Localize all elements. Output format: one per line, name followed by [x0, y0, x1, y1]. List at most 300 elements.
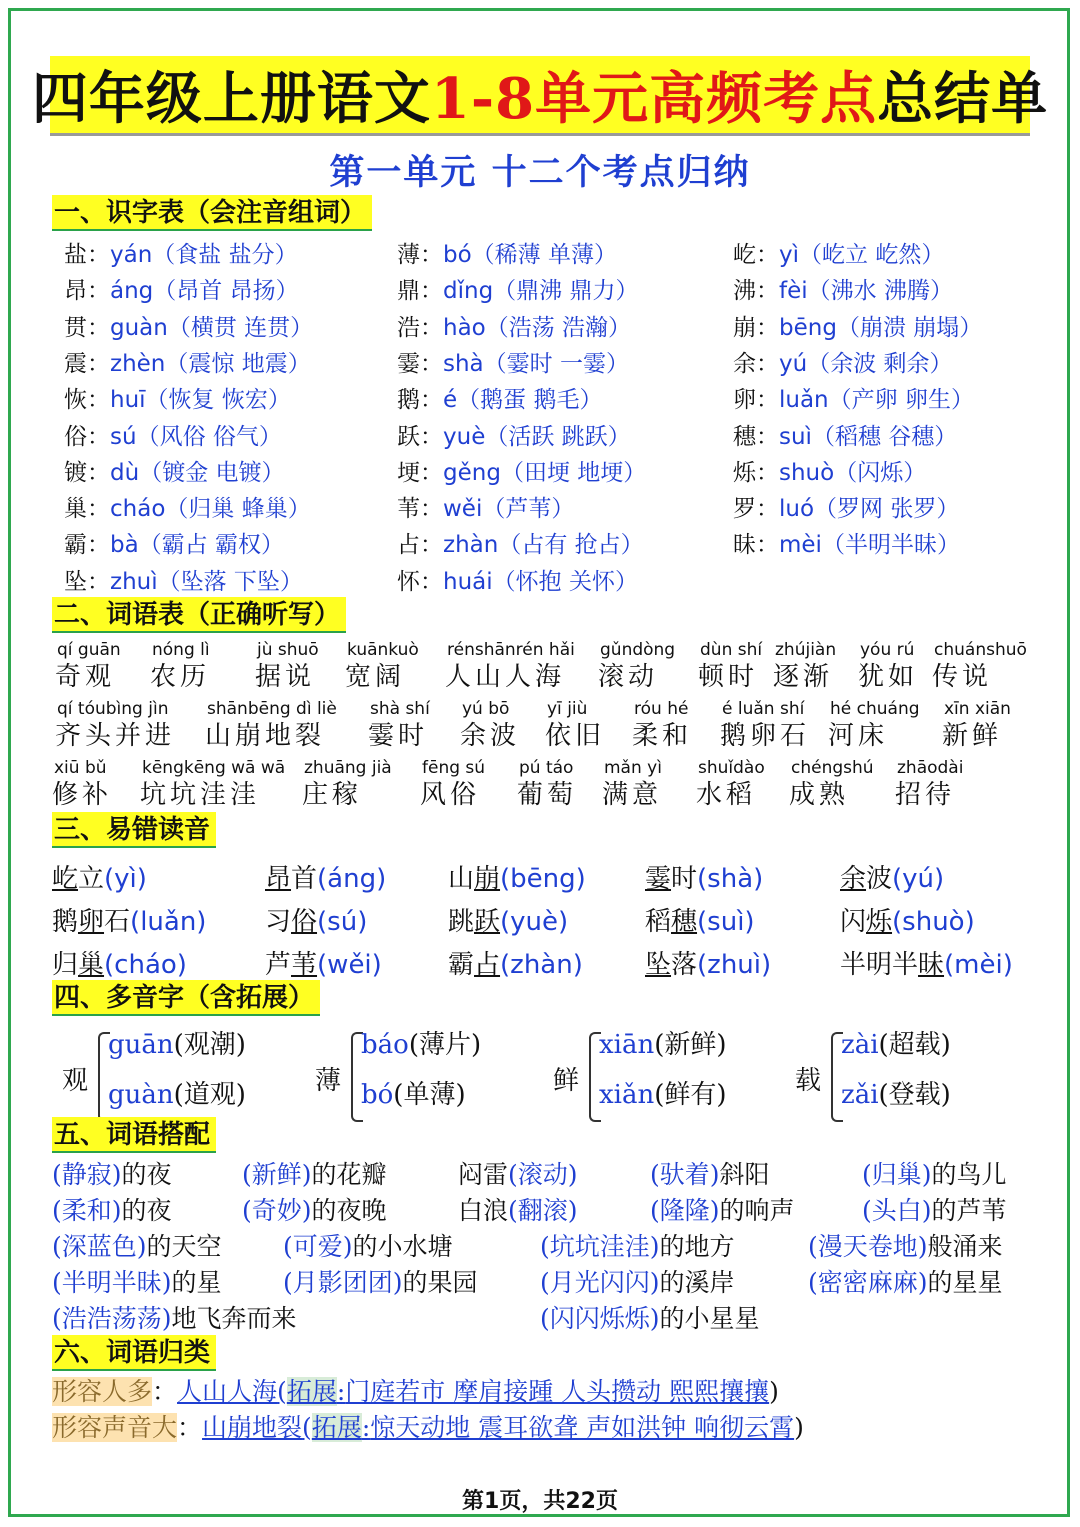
section-heading-6: 六、词语归类	[52, 1335, 216, 1371]
duoyin-pinyin: zài	[841, 1030, 879, 1060]
shizi-pinyin: hào	[443, 314, 486, 341]
duoyin-word: (观潮)	[173, 1030, 246, 1060]
yicuo-entry	[448, 858, 586, 895]
ciyu-pinyin: kuānkuò	[347, 640, 419, 660]
shizi-char: 昂：	[64, 278, 110, 305]
shizi-words: （崩溃 崩塌）	[836, 314, 983, 341]
shizi-pinyin: huī	[110, 387, 146, 414]
guilei-paren-close: )	[769, 1377, 779, 1406]
shizi-char: 巢：	[64, 496, 110, 523]
yicuo-entry	[840, 901, 975, 938]
ciyu-word: 新鲜	[942, 721, 1003, 751]
shizi-char: 崩：	[733, 314, 779, 341]
duoyin-word: (鲜有)	[654, 1080, 727, 1110]
dapei-blank: (归巢)	[862, 1160, 932, 1189]
shizi-words: （霎时 一霎）	[483, 350, 629, 377]
yicuo-text: 山	[448, 864, 475, 894]
section-heading-3: 三、易错读音	[52, 812, 216, 848]
dapei-phrase	[242, 1191, 387, 1227]
shizi-pinyin: zhèn	[110, 350, 166, 377]
dapei-blank: (驮着)	[650, 1160, 720, 1189]
yicuo-pinyin: (yì)	[104, 864, 147, 894]
dapei-blank: (月影团团)	[283, 1268, 403, 1297]
shizi-pinyin: áng	[110, 278, 154, 305]
yicuo-entry	[52, 858, 147, 895]
shizi-pinyin: bó	[443, 242, 472, 268]
dapei-phrase	[540, 1299, 760, 1335]
shizi-words: （鼎沸 鼎力）	[493, 278, 639, 305]
shizi-entry	[64, 526, 284, 559]
unit-title: 第一单元 十二个考点归纳	[329, 153, 751, 193]
shizi-char: 占：	[397, 532, 443, 559]
shizi-pinyin: wěi	[443, 496, 483, 523]
ciyu-word: 传说	[932, 662, 993, 692]
dapei-text: 的花瓣	[311, 1160, 387, 1189]
shizi-char: 俗：	[64, 423, 110, 450]
shizi-entry	[733, 309, 982, 342]
shizi-char: 穗：	[733, 423, 779, 450]
shizi-entry	[397, 381, 602, 414]
duoyin-word: (薄片)	[408, 1030, 482, 1060]
shizi-pinyin: shà	[443, 350, 484, 377]
section-heading-1: 一、识字表（会注音组词）	[52, 195, 372, 231]
yicuo-pinyin: (wěi)	[317, 950, 382, 980]
ciyu-word: 逐渐	[773, 662, 834, 692]
guilei-label: 形容人多	[52, 1377, 153, 1406]
yicuo-entry	[645, 858, 763, 895]
dapei-blank: (新鲜)	[242, 1160, 312, 1189]
shizi-char: 震：	[64, 350, 110, 377]
dapei-phrase	[808, 1227, 1003, 1263]
guilei-main: 山崩地裂	[202, 1413, 303, 1442]
yicuo-target-char: 昧	[918, 950, 945, 980]
guilei-colon: ：	[177, 1413, 203, 1442]
yicuo-pinyin: (sú)	[317, 907, 368, 937]
dapei-blank: (半明半昧)	[52, 1268, 172, 1297]
shizi-words: （横贯 连贯）	[167, 314, 314, 341]
duoyin-reading-1	[599, 1024, 727, 1061]
dapei-phrase	[52, 1191, 172, 1227]
shizi-entry	[64, 345, 311, 378]
duoyin-pinyin: zǎi	[841, 1080, 879, 1110]
shizi-words: （风俗 俗气）	[136, 423, 282, 450]
section-heading-4: 四、多音字（含拓展）	[52, 980, 320, 1016]
dapei-phrase	[283, 1263, 478, 1299]
shizi-words: （镀金 电镀）	[139, 459, 285, 486]
shizi-char: 埂：	[397, 459, 443, 486]
dapei-text: 的小水塘	[352, 1232, 453, 1261]
dapei-blank: (可爱)	[283, 1232, 353, 1261]
yicuo-entry	[52, 901, 206, 938]
dapei-text: 的芦苇	[931, 1196, 1007, 1225]
dapei-text: 白浪	[458, 1196, 509, 1225]
ciyu-word: 余波	[460, 721, 521, 751]
yicuo-entry	[265, 858, 386, 895]
shizi-char: 屹：	[733, 242, 779, 268]
duoyin-reading-1	[841, 1024, 951, 1061]
yicuo-target-char: 坠	[645, 950, 672, 980]
dapei-phrase	[650, 1155, 770, 1191]
shizi-pinyin: fèi	[779, 278, 808, 305]
ciyu-word: 柔和	[632, 721, 693, 751]
guilei-ext-items: 门庭若市 摩肩接踵 人头攒动 熙熙攘攘	[345, 1377, 770, 1406]
dapei-phrase	[862, 1155, 1007, 1191]
shizi-words: （活跃 跳跃）	[485, 423, 631, 450]
shizi-char: 沸：	[733, 278, 779, 305]
yicuo-text: 首	[291, 864, 318, 894]
shizi-words: （沸水 沸腾）	[807, 278, 953, 305]
shizi-entry	[733, 381, 974, 414]
yicuo-entry	[840, 944, 1013, 981]
dapei-text: 的星星	[927, 1268, 1003, 1297]
yicuo-text: 归	[52, 950, 79, 980]
shizi-entry	[733, 272, 953, 305]
shizi-words: （占有 抢占）	[498, 532, 644, 559]
shizi-char: 昧：	[733, 532, 779, 559]
title-part3: 总结单	[877, 65, 1049, 132]
shizi-char: 鹅：	[397, 387, 443, 414]
ciyu-word: 葡萄	[517, 780, 578, 810]
shizi-words: （震惊 地震）	[165, 350, 311, 377]
ciyu-word: 据说	[255, 662, 316, 692]
duoyin-pinyin: báo	[361, 1030, 409, 1060]
shizi-entry	[64, 563, 303, 596]
shizi-words: （霸占 霸权）	[138, 532, 285, 559]
ciyu-word: 水稻	[696, 780, 757, 810]
ciyu-pinyin: dùn shí	[700, 640, 763, 660]
shizi-entry	[397, 418, 631, 451]
dapei-phrase	[808, 1263, 1003, 1299]
guilei-colon: ：	[152, 1377, 178, 1406]
shizi-pinyin: gěng	[443, 459, 501, 486]
shizi-entry	[64, 490, 311, 523]
shizi-pinyin: huái	[443, 568, 493, 595]
yicuo-pinyin: (bēng)	[500, 864, 586, 894]
duoyin-word: (新鲜)	[654, 1030, 727, 1060]
yicuo-text: 鹅	[52, 907, 79, 937]
dapei-text: 的夜	[121, 1160, 172, 1189]
shizi-entry	[397, 272, 638, 305]
dapei-text: 的夜	[121, 1196, 172, 1225]
yicuo-pinyin: (cháo)	[104, 950, 187, 980]
duoyin-reading-1	[361, 1024, 481, 1061]
ciyu-pinyin: zhújiàn	[775, 640, 837, 660]
ciyu-word: 犹如	[858, 662, 919, 692]
ciyu-pinyin: chéngshú	[791, 758, 874, 778]
dapei-blank: (浩浩荡荡)	[52, 1304, 172, 1333]
yicuo-target-char: 屹	[52, 864, 79, 894]
yicuo-entry	[265, 901, 367, 938]
yicuo-target-char: 巢	[78, 950, 105, 980]
duoyin-char: 载	[795, 1066, 822, 1096]
shizi-words: （芦苇）	[482, 496, 575, 523]
shizi-char: 鼎：	[397, 278, 443, 305]
shizi-pinyin: bà	[110, 532, 139, 559]
shizi-pinyin: é	[443, 387, 458, 414]
shizi-entry	[733, 454, 926, 487]
dapei-blank: (密密麻麻)	[808, 1268, 928, 1297]
ciyu-word: 农历	[150, 662, 211, 692]
ciyu-word: 人山人海	[445, 662, 566, 692]
ciyu-word: 河床	[828, 721, 889, 751]
duoyin-reading-2	[841, 1074, 951, 1111]
dapei-phrase	[283, 1227, 453, 1263]
shizi-entry	[397, 563, 638, 596]
dapei-blank: (滚动)	[508, 1160, 578, 1189]
shizi-pinyin: suì	[779, 423, 812, 450]
guilei-paren-close: )	[794, 1413, 804, 1442]
yicuo-text: 立	[78, 864, 105, 894]
ciyu-word: 坑坑洼洼	[140, 780, 261, 810]
dapei-blank: (静寂)	[52, 1160, 122, 1189]
duoyin-char: 薄	[315, 1066, 342, 1096]
shizi-pinyin: guàn	[110, 314, 168, 341]
shizi-pinyin: sú	[110, 423, 137, 450]
guilei-main: 人山人海	[177, 1377, 278, 1406]
shizi-entry	[397, 490, 574, 523]
duoyin-pinyin: xiǎn	[599, 1080, 655, 1110]
yicuo-text: 时	[671, 864, 698, 894]
dapei-phrase	[540, 1227, 735, 1263]
dapei-text: 的地方	[659, 1232, 735, 1261]
ciyu-word: 依旧	[545, 721, 606, 751]
section-heading-5: 五、词语搭配	[52, 1117, 216, 1153]
ciyu-word: 成熟	[789, 780, 850, 810]
dapei-phrase	[458, 1155, 578, 1191]
ciyu-word: 霎时	[368, 721, 429, 751]
ciyu-word: 顿时	[698, 662, 759, 692]
dapei-phrase	[862, 1191, 1007, 1227]
shizi-char: 浩：	[397, 314, 443, 341]
shizi-words: （屹立 屹然）	[799, 242, 945, 268]
ciyu-pinyin: shuǐdào	[698, 758, 765, 778]
shizi-words: （归巢 蜂巢）	[165, 496, 311, 523]
shizi-pinyin: yì	[779, 242, 800, 268]
shizi-entry	[397, 526, 644, 559]
shizi-char: 卵：	[733, 387, 779, 414]
dapei-text: 闷雷	[458, 1160, 509, 1189]
duoyin-reading-1	[108, 1024, 246, 1061]
yicuo-text: 石	[104, 907, 131, 937]
yicuo-pinyin: (zhàn)	[500, 950, 583, 980]
ciyu-word: 招待	[895, 780, 956, 810]
guilei-colon2: :	[336, 1377, 346, 1406]
yicuo-target-char: 跃	[474, 907, 501, 937]
title-part2: 1-8单元高频考点	[430, 65, 878, 132]
ciyu-pinyin: shānbēng dì liè	[207, 699, 337, 719]
shizi-entry	[64, 309, 313, 342]
shizi-entry	[733, 526, 960, 559]
title-banner	[31, 56, 1049, 136]
shizi-entry	[733, 418, 957, 451]
yicuo-pinyin: (áng)	[317, 864, 387, 894]
yicuo-pinyin: (yú)	[892, 864, 945, 894]
shizi-pinyin: luǎn	[779, 387, 829, 414]
ciyu-word: 齐头并进	[55, 721, 176, 751]
dapei-blank: (月光闪闪)	[540, 1268, 660, 1297]
dapei-blank: (深蓝色)	[52, 1232, 147, 1261]
dapei-phrase	[650, 1191, 795, 1227]
shizi-char: 恢：	[64, 387, 110, 414]
yicuo-text: 习	[265, 907, 292, 937]
shizi-char: 烁：	[733, 459, 779, 486]
yicuo-entry	[52, 944, 187, 981]
yicuo-target-char: 崩	[474, 864, 501, 894]
shizi-words: （浩荡 浩瀚）	[485, 314, 632, 341]
yicuo-entry	[645, 901, 755, 938]
duoyin-pinyin: guān	[108, 1030, 174, 1060]
yicuo-pinyin: (yuè)	[500, 907, 569, 937]
duoyin-reading-2	[361, 1074, 466, 1111]
ciyu-word: 鹅卵石	[720, 721, 811, 751]
ciyu-pinyin: kēngkēng wā wā	[142, 758, 286, 778]
shizi-char: 盐：	[64, 242, 110, 268]
dapei-phrase	[52, 1155, 172, 1191]
yicuo-text: 跳	[448, 907, 475, 937]
guilei-ext-label: 拓展	[311, 1413, 362, 1442]
ciyu-pinyin: qí tóubìng jìn	[57, 699, 169, 719]
guilei-paren: (	[302, 1413, 312, 1442]
dapei-phrase	[458, 1191, 578, 1227]
shizi-words: （稀薄 单薄）	[471, 242, 617, 268]
dapei-text: 的果园	[402, 1268, 478, 1297]
shizi-words: （半明半昧）	[821, 532, 960, 559]
duoyin-word: (道观)	[173, 1080, 246, 1110]
ciyu-word: 修补	[52, 780, 113, 810]
dapei-phrase	[52, 1227, 222, 1263]
guilei-ext-label: 拓展	[286, 1377, 337, 1406]
shizi-entry	[733, 490, 959, 523]
page-footer: 第1页，共22页	[462, 1489, 618, 1514]
shizi-char: 坠：	[64, 568, 110, 595]
shizi-pinyin: yú	[779, 350, 808, 377]
ciyu-pinyin: zhuāng jià	[304, 758, 392, 778]
yicuo-text: 稻	[645, 907, 672, 937]
yicuo-entry	[448, 944, 583, 981]
dapei-blank: (头白)	[862, 1196, 932, 1225]
dapei-text: 的小星星	[659, 1304, 760, 1333]
ciyu-pinyin: jù shuō	[257, 640, 319, 660]
guilei-ext-items: 惊天动地 震耳欲聋 声如洪钟 响彻云霄	[370, 1413, 795, 1442]
duoyin-reading-2	[108, 1074, 246, 1111]
guilei-label: 形容声音大	[52, 1413, 178, 1442]
yicuo-text: 落	[671, 950, 698, 980]
shizi-pinyin: mèi	[779, 532, 822, 559]
yicuo-target-char: 占	[474, 950, 501, 980]
shizi-pinyin: shuò	[779, 459, 835, 486]
ciyu-pinyin: pú táo	[519, 758, 574, 778]
ciyu-pinyin: chuánshuō	[934, 640, 1027, 660]
guilei-row	[52, 1408, 804, 1444]
shizi-pinyin: zhàn	[443, 532, 499, 559]
shizi-words: （鹅蛋 鹅毛）	[457, 387, 603, 414]
shizi-char: 怀：	[397, 568, 443, 595]
shizi-words: （怀抱 关怀）	[492, 568, 638, 595]
yicuo-entry	[265, 944, 382, 981]
yicuo-target-char: 霎	[645, 864, 672, 894]
dapei-text: 斜阳	[719, 1160, 770, 1189]
yicuo-target-char: 昂	[265, 864, 292, 894]
shizi-char: 霸：	[64, 532, 110, 559]
section-heading-2: 二、词语表（正确听写）	[52, 597, 346, 633]
ciyu-word: 风俗	[420, 780, 481, 810]
shizi-char: 薄：	[397, 242, 443, 268]
ciyu-pinyin: xīn xiān	[944, 699, 1011, 719]
yicuo-pinyin: (shà)	[697, 864, 764, 894]
duoyin-char: 鲜	[553, 1066, 580, 1096]
shizi-words: （田埂 地埂）	[500, 459, 647, 486]
shizi-entry	[733, 236, 944, 269]
yicuo-target-char: 俗	[291, 907, 318, 937]
shizi-words: （恢复 恢宏）	[145, 387, 291, 414]
duoyin-pinyin: guàn	[108, 1080, 174, 1110]
duoyin-word: (单薄)	[393, 1080, 466, 1110]
guilei-paren: (	[277, 1377, 287, 1406]
duoyin-word: (登载)	[878, 1080, 951, 1110]
shizi-entry	[397, 345, 629, 378]
ciyu-pinyin: é luǎn shí	[722, 699, 805, 719]
shizi-words: （闪烁）	[834, 459, 927, 486]
ciyu-pinyin: yú bō	[462, 699, 510, 719]
shizi-entry	[64, 236, 298, 269]
page-title	[32, 55, 1048, 135]
shizi-char: 罗：	[733, 496, 779, 523]
duoyin-pinyin: xiān	[599, 1030, 655, 1060]
dapei-blank: (柔和)	[52, 1196, 122, 1225]
yicuo-target-char: 卵	[78, 907, 105, 937]
ciyu-pinyin: róu hé	[634, 699, 689, 719]
yicuo-pinyin: (mèi)	[944, 950, 1013, 980]
ciyu-word: 山崩地裂	[205, 721, 326, 751]
ciyu-pinyin: nóng lì	[152, 640, 210, 660]
dapei-text: 般涌来	[927, 1232, 1003, 1261]
shizi-words: （稻穗 谷穗）	[811, 423, 958, 450]
dapei-phrase	[52, 1263, 222, 1299]
duoyin-char: 观	[62, 1066, 89, 1096]
shizi-char: 余：	[733, 350, 779, 377]
dapei-blank: (隆隆)	[650, 1196, 720, 1225]
shizi-entry	[733, 345, 953, 378]
dapei-text: 的响声	[719, 1196, 795, 1225]
title-part1: 四年级上册语文	[31, 65, 431, 132]
ciyu-word: 奇观	[55, 662, 116, 692]
dapei-blank: (奇妙)	[242, 1196, 312, 1225]
yicuo-text: 芦	[265, 950, 292, 980]
shizi-words: （罗网 张罗）	[814, 496, 960, 523]
yicuo-entry	[840, 858, 944, 895]
ciyu-pinyin: fēng sú	[422, 758, 486, 778]
shizi-char: 镀：	[64, 459, 110, 486]
shizi-entry	[397, 236, 617, 269]
yicuo-target-char: 余	[840, 864, 867, 894]
yicuo-target-char: 苇	[291, 950, 318, 980]
shizi-pinyin: luó	[779, 496, 815, 523]
shizi-char: 贯：	[64, 314, 110, 341]
shizi-entry	[64, 418, 282, 451]
duoyin-pinyin: bó	[361, 1080, 394, 1110]
dapei-blank: (闪闪烁烁)	[540, 1304, 660, 1333]
shizi-pinyin: cháo	[110, 496, 166, 523]
dapei-text: 的夜晚	[311, 1196, 387, 1225]
shizi-entry	[397, 454, 646, 487]
yicuo-text: 波	[866, 864, 893, 894]
ciyu-pinyin: shà shí	[370, 699, 430, 719]
shizi-entry	[64, 272, 299, 305]
shizi-entry	[64, 381, 291, 414]
ciyu-pinyin: hé chuáng	[830, 699, 920, 719]
shizi-pinyin: dǐng	[443, 278, 494, 305]
shizi-pinyin: bēng	[779, 314, 837, 341]
